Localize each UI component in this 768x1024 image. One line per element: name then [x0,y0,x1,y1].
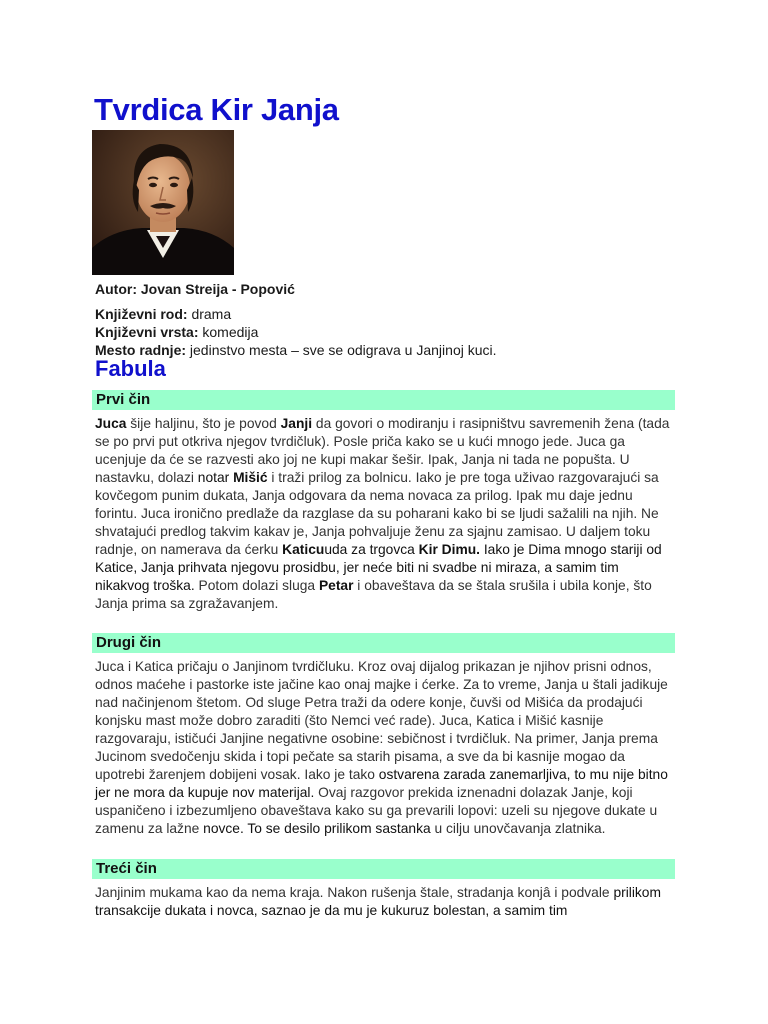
page-title: Tvrdica Kir Janja [94,92,339,127]
section-heading: Treći čin [92,859,675,879]
text-run: i traži prilog za bolnicu. Iako je pre toga uživao razgovarajući sa kovčegom punim dukata, Janja odgovara da nema novaca za prilog. Ipak mu daje jednu forintu. Juca ironično predlaže da razglase da su poharani kako bi se ljudi sažalili na njih. Ne shvatajući predlog takvim kakav je, Janja pohvaljuje ženu za sjajnu zamisao. U daljem toku radnje, on namerava da ćerku [95,470,659,557]
section-text [95,884,675,920]
text-run: Potom dolazi sluga [194,578,319,593]
fabula-heading: Fabula [95,356,166,381]
text-run: u cilju unovčavanja zlatnika. [430,821,606,836]
text-run: šije haljinu, što je povod [126,416,281,431]
section-text [95,658,675,838]
text-run: Ovaj razgovor prekida iznenadni dolazak Janje, koji uspaničeno i izbezumljeno obaveštava kako su ga prevarili lopovi: uzeli su njegove dukate u zamenu za lažne [95,785,658,836]
work-metadata [95,280,695,359]
section-heading: Prvi čin [92,390,675,410]
author-line: Autor: Jovan Streija - Popović [95,281,295,297]
setting-value: jedinstvo mesta – sve se odigrava u Janjinoj kuci. [186,342,497,358]
setting-label: Mesto radnje: [95,342,187,358]
literary-genre-row [95,305,695,323]
setting-row [95,341,695,359]
text-run: novce. To se desilo prilikom sastanka [203,821,431,836]
section-heading: Drugi čin [92,633,675,653]
text-run: uda za trgovca [324,542,419,557]
character-name: Kir Dimu. [418,542,480,557]
literary-genre-label: Književni rod: [95,306,188,322]
character-name: Petar [318,578,354,593]
character-name: Mišić [233,470,268,485]
literary-type-row [95,323,695,341]
text-run: i obaveštava da se štala srušila i ubila konje, što Janja prima sa zgražavanjem. [95,578,652,611]
text-run: Janjinim mukama kao da nema kraja. Nakon rušenja štale, stradanja konjâ i podvale [95,885,614,900]
text-run: Iako je Dima mnogo stariji od Katice, Janja prihvata njegovu prosidbu, jer neće biti ni svadbe ni miraza, a samim tim nikakvog troška. [95,542,662,593]
section-act-one [92,390,675,613]
literary-genre-value: drama [187,306,232,322]
literary-type-value: komedija [198,324,259,340]
section-act-three [92,859,675,920]
character-name: Katicu [282,542,325,557]
section-text [95,415,675,613]
character-name: Juca [95,416,127,431]
text-run: da govori o modiranju i rasipništvu savremenih žena (tada se po prvi put otkriva njegov tvrdičluk). Posle priča kako se u kući mnogo jede. Juca ga ucenjuje da će se razvesti ako joj ne kupi makar šešir. Ipak, Janja ni tada ne popušta. U nastavku, dolazi [95,416,670,485]
literary-type-label: Književni vrsta: [95,324,199,340]
section-act-two [92,633,675,838]
character-name: Janji [280,416,313,431]
text-run: prilikom transakcije dukata i novca, saznao je da mu je kukuruz bolestan, a samim tim [95,885,661,918]
text-run: ostvarena zarada zanemarljiva, to mu nije bitno jer ne mora da kupuje nov materijal. [95,767,668,800]
text-run: notar [197,470,234,485]
author-portrait [92,130,234,275]
text-run: Juca i Katica pričaju o Janjinom tvrdičluku. Kroz ovaj dijalog prikazan je njihov prisni odnos, odnos maćehe i pastorke iste jačine kao onaj majke i ćerke. Za to vreme, Janja u štali jadikuje nad načinjenom štetom. Od sluge Petra traži da odere konje, čuvši od Mišića da prodajući konjsku mast može dobro zaraditi (što Nemci već rade). Juca, Katica i Mišić kasnije razgovaraju, ističući Janjine negativne osobine: sebičnost i tvrdičluk. Na primer, Janja prema Jucinom svedočenju skida i topi pečate sa starih pisama, a sve da bi kasnije mogao da upotrebi žarenjem dobijeni vosak. Iako je tako [95,659,668,782]
